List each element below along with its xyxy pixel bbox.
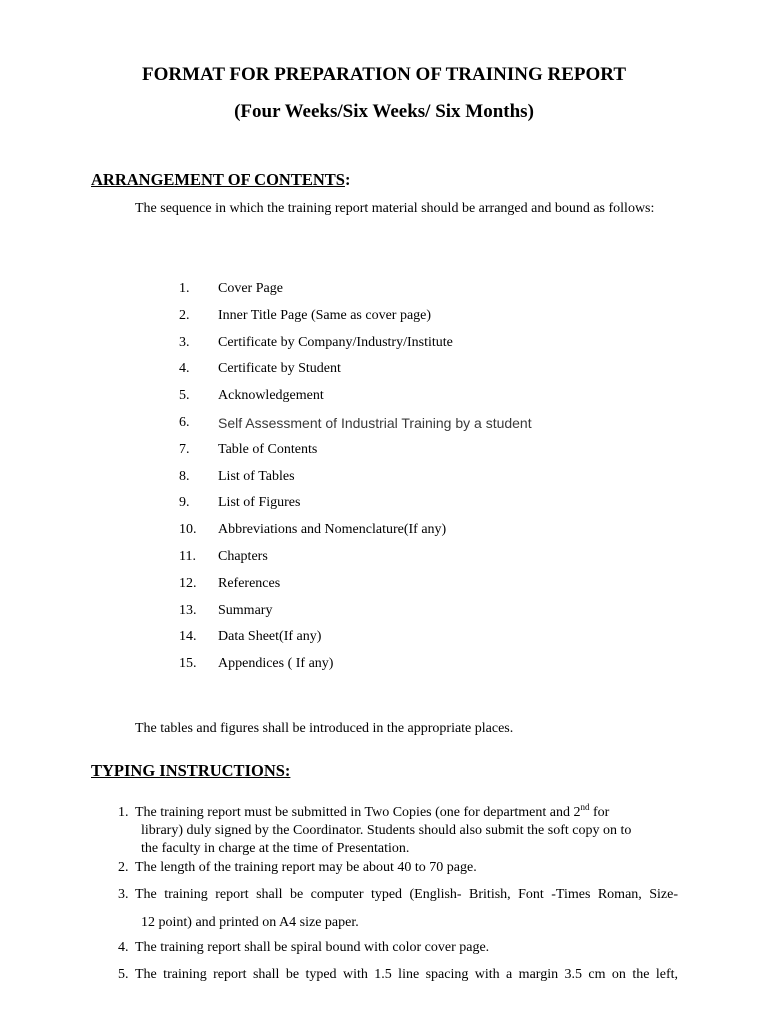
list-item-number: 4.: [179, 361, 190, 377]
tables-figures-note: The tables and figures shall be introduced in the appropriate places.: [135, 721, 514, 736]
document-title: FORMAT FOR PREPARATION OF TRAINING REPORT: [141, 64, 627, 85]
list-item: [179, 601, 659, 628]
list-item-number: 12.: [179, 575, 197, 591]
list-item: [179, 440, 659, 467]
list-item-text: Data Sheet(If any): [218, 629, 322, 645]
instruction-text: for: [589, 805, 610, 820]
list-item-number: 9.: [179, 495, 190, 511]
instruction-body: [135, 886, 678, 932]
list-item-text: Acknowledgement: [218, 388, 324, 404]
list-item: [179, 413, 659, 440]
list-item: [179, 333, 659, 360]
list-item-text: Table of Contents: [218, 441, 318, 457]
instruction-line: 12 point) and printed on A4 size paper.: [141, 915, 359, 930]
list-item: [179, 654, 659, 681]
list-item-text: Cover Page: [218, 281, 283, 296]
list-item-text: Abbreviations and Nomenclature(If any): [218, 522, 447, 538]
list-item-text: Inner Title Page (Same as cover page): [218, 307, 432, 323]
instruction-line: [135, 804, 678, 822]
instruction-body: [135, 939, 678, 957]
typing-heading: [91, 761, 290, 781]
list-item-text: References: [218, 575, 281, 591]
list-item-text: Certificate by Student: [218, 361, 341, 377]
arrangement-heading-colon: :: [344, 170, 351, 189]
list-item: [179, 306, 659, 333]
typing-heading-text: TYPING INSTRUCTIONS:: [91, 761, 291, 780]
list-item-number: 8.: [179, 468, 190, 484]
list-item-number: 10.: [179, 522, 197, 538]
instruction-number: 4.: [118, 940, 129, 955]
list-item: [179, 467, 659, 494]
list-item: [179, 386, 659, 413]
instruction-body: [135, 859, 678, 877]
list-item-text: Summary: [218, 602, 273, 618]
list-item-text: List of Figures: [218, 495, 301, 511]
instruction-number: 5.: [118, 967, 129, 982]
list-item-number: 15.: [179, 656, 197, 672]
list-item: [179, 493, 659, 520]
list-item: [179, 520, 659, 547]
instruction-text: The training report must be submitted in Two Copies (one for department and 2: [135, 805, 581, 820]
superscript-nd: nd: [580, 802, 590, 812]
instruction-number: 1.: [118, 805, 129, 820]
list-item-text: Self Assessment of Industrial Training by a student: [218, 414, 532, 431]
instruction-line: the faculty in charge at the time of Presentation.: [141, 841, 410, 856]
list-item: [179, 574, 659, 601]
instruction-number: 3.: [118, 887, 129, 902]
list-item-text: Appendices ( If any): [218, 656, 334, 672]
instruction-line: library) duly signed by the Coordinator. Students should also submit the soft copy on to: [141, 823, 632, 838]
list-item-number: 2.: [179, 307, 190, 323]
list-item: [179, 359, 659, 386]
document-subtitle: (Four Weeks/Six Weeks/ Six Months): [234, 101, 534, 122]
list-item-number: 3.: [179, 334, 190, 350]
instruction-line: The training report shall be typed with 1.5 line spacing with a margin 3.5 cm on the left,: [135, 967, 678, 982]
list-item-number: 5.: [179, 388, 190, 404]
instruction-body: [135, 966, 678, 984]
arrangement-intro: The sequence in which the training report material should be arranged and bound as follows:: [135, 201, 655, 216]
arrangement-heading-text: ARRANGEMENT OF CONTENTS: [91, 170, 345, 189]
list-item-text: List of Tables: [218, 468, 295, 484]
arrangement-heading: [91, 170, 350, 190]
instruction-line: The training report shall be computer typed (English- British, Font -Times Roman, Size-: [135, 887, 678, 902]
instruction-line: The length of the training report may be about 40 to 70 page.: [135, 860, 477, 875]
instruction-number: 2.: [118, 860, 129, 875]
list-item-number: 14.: [179, 629, 197, 645]
list-item-number: 11.: [179, 548, 196, 564]
instruction-line: The training report shall be spiral bound with color cover page.: [135, 940, 490, 955]
list-item-number: 6.: [179, 414, 190, 430]
list-item: [179, 547, 659, 574]
contents-list: [179, 279, 659, 681]
list-item: [179, 627, 659, 654]
list-item-number: 1.: [179, 281, 190, 296]
list-item-number: 13.: [179, 602, 197, 618]
list-item: [179, 279, 659, 306]
list-item-text: Certificate by Company/Industry/Institute: [218, 334, 453, 350]
list-item-number: 7.: [179, 441, 190, 457]
list-item-text: Chapters: [218, 548, 268, 564]
instruction-body: [135, 804, 678, 858]
